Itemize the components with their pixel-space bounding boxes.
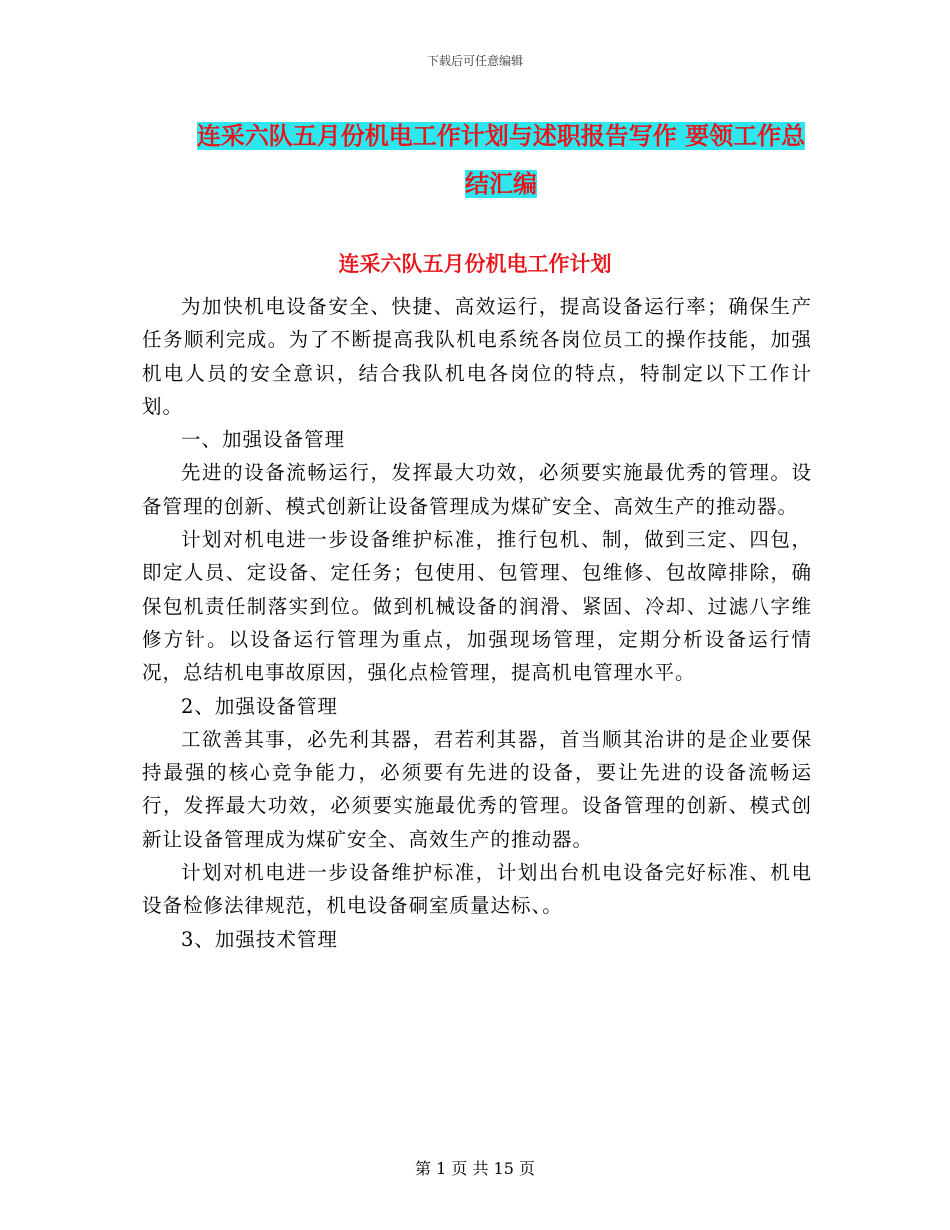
paragraph: 先进的设备流畅运行，发挥最大功效，必须要实施最优秀的管理。设备管理的创新、模式创新让设备管理成为煤矿安全、高效生产的推动器。 bbox=[142, 461, 812, 518]
document-body bbox=[142, 290, 812, 956]
paragraph: 3、加强技术管理 bbox=[181, 927, 338, 951]
paragraph: 一、加强设备管理 bbox=[181, 428, 346, 452]
header-note: 下载后可任意编辑 bbox=[426, 54, 523, 68]
paragraph: 为加快机电设备安全、快捷、高效运行，提高设备运行率；确保生产任务顺利完成。为了不断提高我队机电系统各岗位员工的操作技能，加强机电人员的安全意识，结合我队机电各岗位的特点，特制定以下工作计划。 bbox=[142, 295, 812, 418]
page-footer: 第 1 页 共 15 页 bbox=[415, 1159, 535, 1178]
paragraph: 工欲善其事，必先利其器，君若利其器，首当顺其治讲的是企业要保持最强的核心竞争能力，必须要有先进的设备，要让先进的设备流畅运行，发挥最大功效，必须要实施最优秀的管理。设备管理的创新、模式创新让设备管理成为煤矿安全、高效生产的推动器。 bbox=[142, 727, 812, 851]
paragraph: 计划对机电进一步设备维护标准，计划出台机电设备完好标准、机电设备检修法律规范，机电设备硐室质量达标、。 bbox=[142, 861, 812, 918]
document-title-text: 连采六队五月份机电工作计划与述职报告写作 要领工作总结汇编 bbox=[196, 122, 806, 198]
section-title: 连采六队五月份机电工作计划 bbox=[338, 252, 612, 276]
document-title bbox=[186, 112, 816, 208]
paragraph: 计划对机电进一步设备维护标准，推行包机、制，做到三定、四包，即定人员、定设备、定任务；包使用、包管理、包维修、包故障排除，确保包机责任制落实到位。做到机械设备的润滑、紧固、冷却、过滤八字维修方针。以设备运行管理为重点，加强现场管理，定期分析设备运行情况，总结机电事故原因，强化点检管理，提高机电管理水平。 bbox=[142, 528, 812, 685]
paragraph: 2、加强设备管理 bbox=[181, 694, 338, 718]
